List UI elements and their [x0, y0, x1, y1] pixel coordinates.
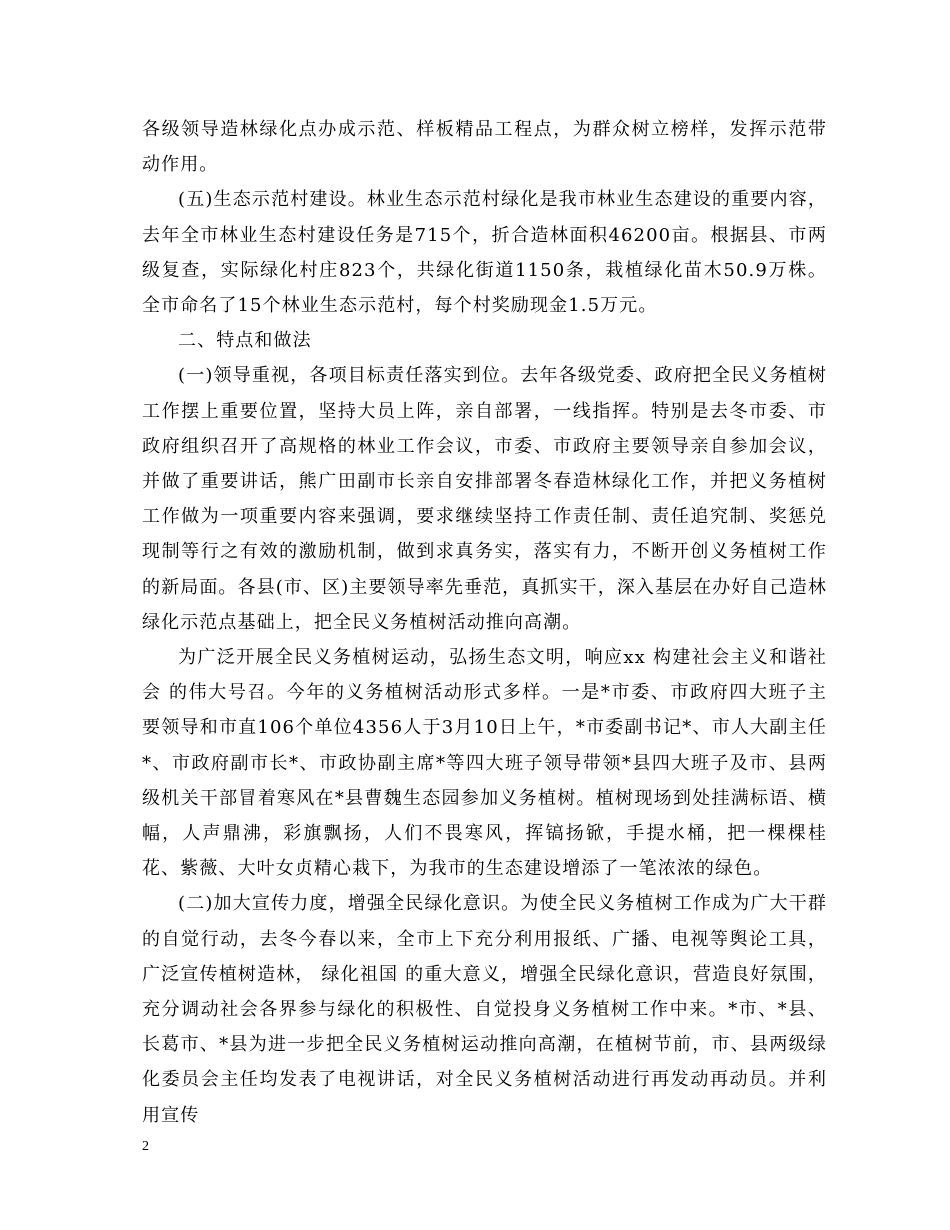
- paragraph-5: (二)加大宣传力度，增强全民绿化意识。为使全民义务植树工作成为广大干群的自觉行动，去冬今春以来，全市上下充分利用报纸、广播、电视等舆论工具，广泛宣传植树造林， 绿化祖国 的重大意义，增强全民绿化意识，营造良好氛围，充分调动社会各界参与绿化的积极性、自觉投身义务植树工作中来。*市、*县、长葛市、*县为进一步把全民义务植树运动推向高潮，在植树节前，市、县两级绿化委员会主任均发表了电视讲话，对全民义务植树活动进行再发动再动员。并利用宣传: [142, 893, 827, 1126]
- document-body: [142, 112, 827, 1133]
- section-heading: 二、特点和做法: [178, 330, 312, 352]
- paragraph-2: (五)生态示范村建设。林业生态示范村绿化是我市林业生态建设的重要内容，去年全市林业生态村建设任务是715个，折合造林面积46200亩。根据县、市两级复查，实际绿化村庄823个，共绿化街道1150条，栽植绿化苗木50.9万株。全市命名了15个林业生态示范村，每个村奖励现金1.5万元。: [142, 189, 827, 317]
- paragraph-4: 为广泛开展全民义务植树运动，弘扬生态文明，响应xx 构建社会主义和谐社会 的伟大号召。今年的义务植树活动形式多样。一是*市委、市政府四大班子主要领导和市直106个单位4356人于3月10日上午，*市委副书记*、市人大副主任*、市政府副市长*、市政协副主席*等四大班子领导带领*县四大班子及市、县两级机关干部冒着寒风在*县曹魏生态园参加义务植树。植树现场到处挂满标语、横幅，人声鼎沸，彩旗飘扬，人们不畏寒风，挥镐扬锨，手提水桶，把一棵棵桂花、紫薇、大叶女贞精心栽下，为我市的生态建设增添了一笔浓浓的绿色。: [142, 647, 827, 880]
- paragraph-3: (一)领导重视，各项目标责任落实到位。去年各级党委、政府把全民义务植树工作摆上重要位置，坚持大员上阵，亲自部署，一线指挥。特别是去冬市委、市政府组织召开了高规格的林业工作会议，市委、市政府主要领导亲自参加会议，并做了重要讲话，熊广田副市长亲自安排部署冬春造林绿化工作，并把义务植树工作做为一项重要内容来强调，要求继续坚持工作责任制、责任追究制、奖惩兑现制等行之有效的激励机制，做到求真务实，落实有力，不断开创义务植树工作的新局面。各县(市、区)主要领导率先垂范，真抓实干，深入基层在办好自己造林绿化示范点基础上，把全民义务植树活动推向高潮。: [142, 365, 827, 633]
- paragraph-1: 各级领导造林绿化点办成示范、样板精品工程点，为群众树立榜样，发挥示范带动作用。: [142, 119, 827, 176]
- page-number: 2: [142, 1139, 149, 1154]
